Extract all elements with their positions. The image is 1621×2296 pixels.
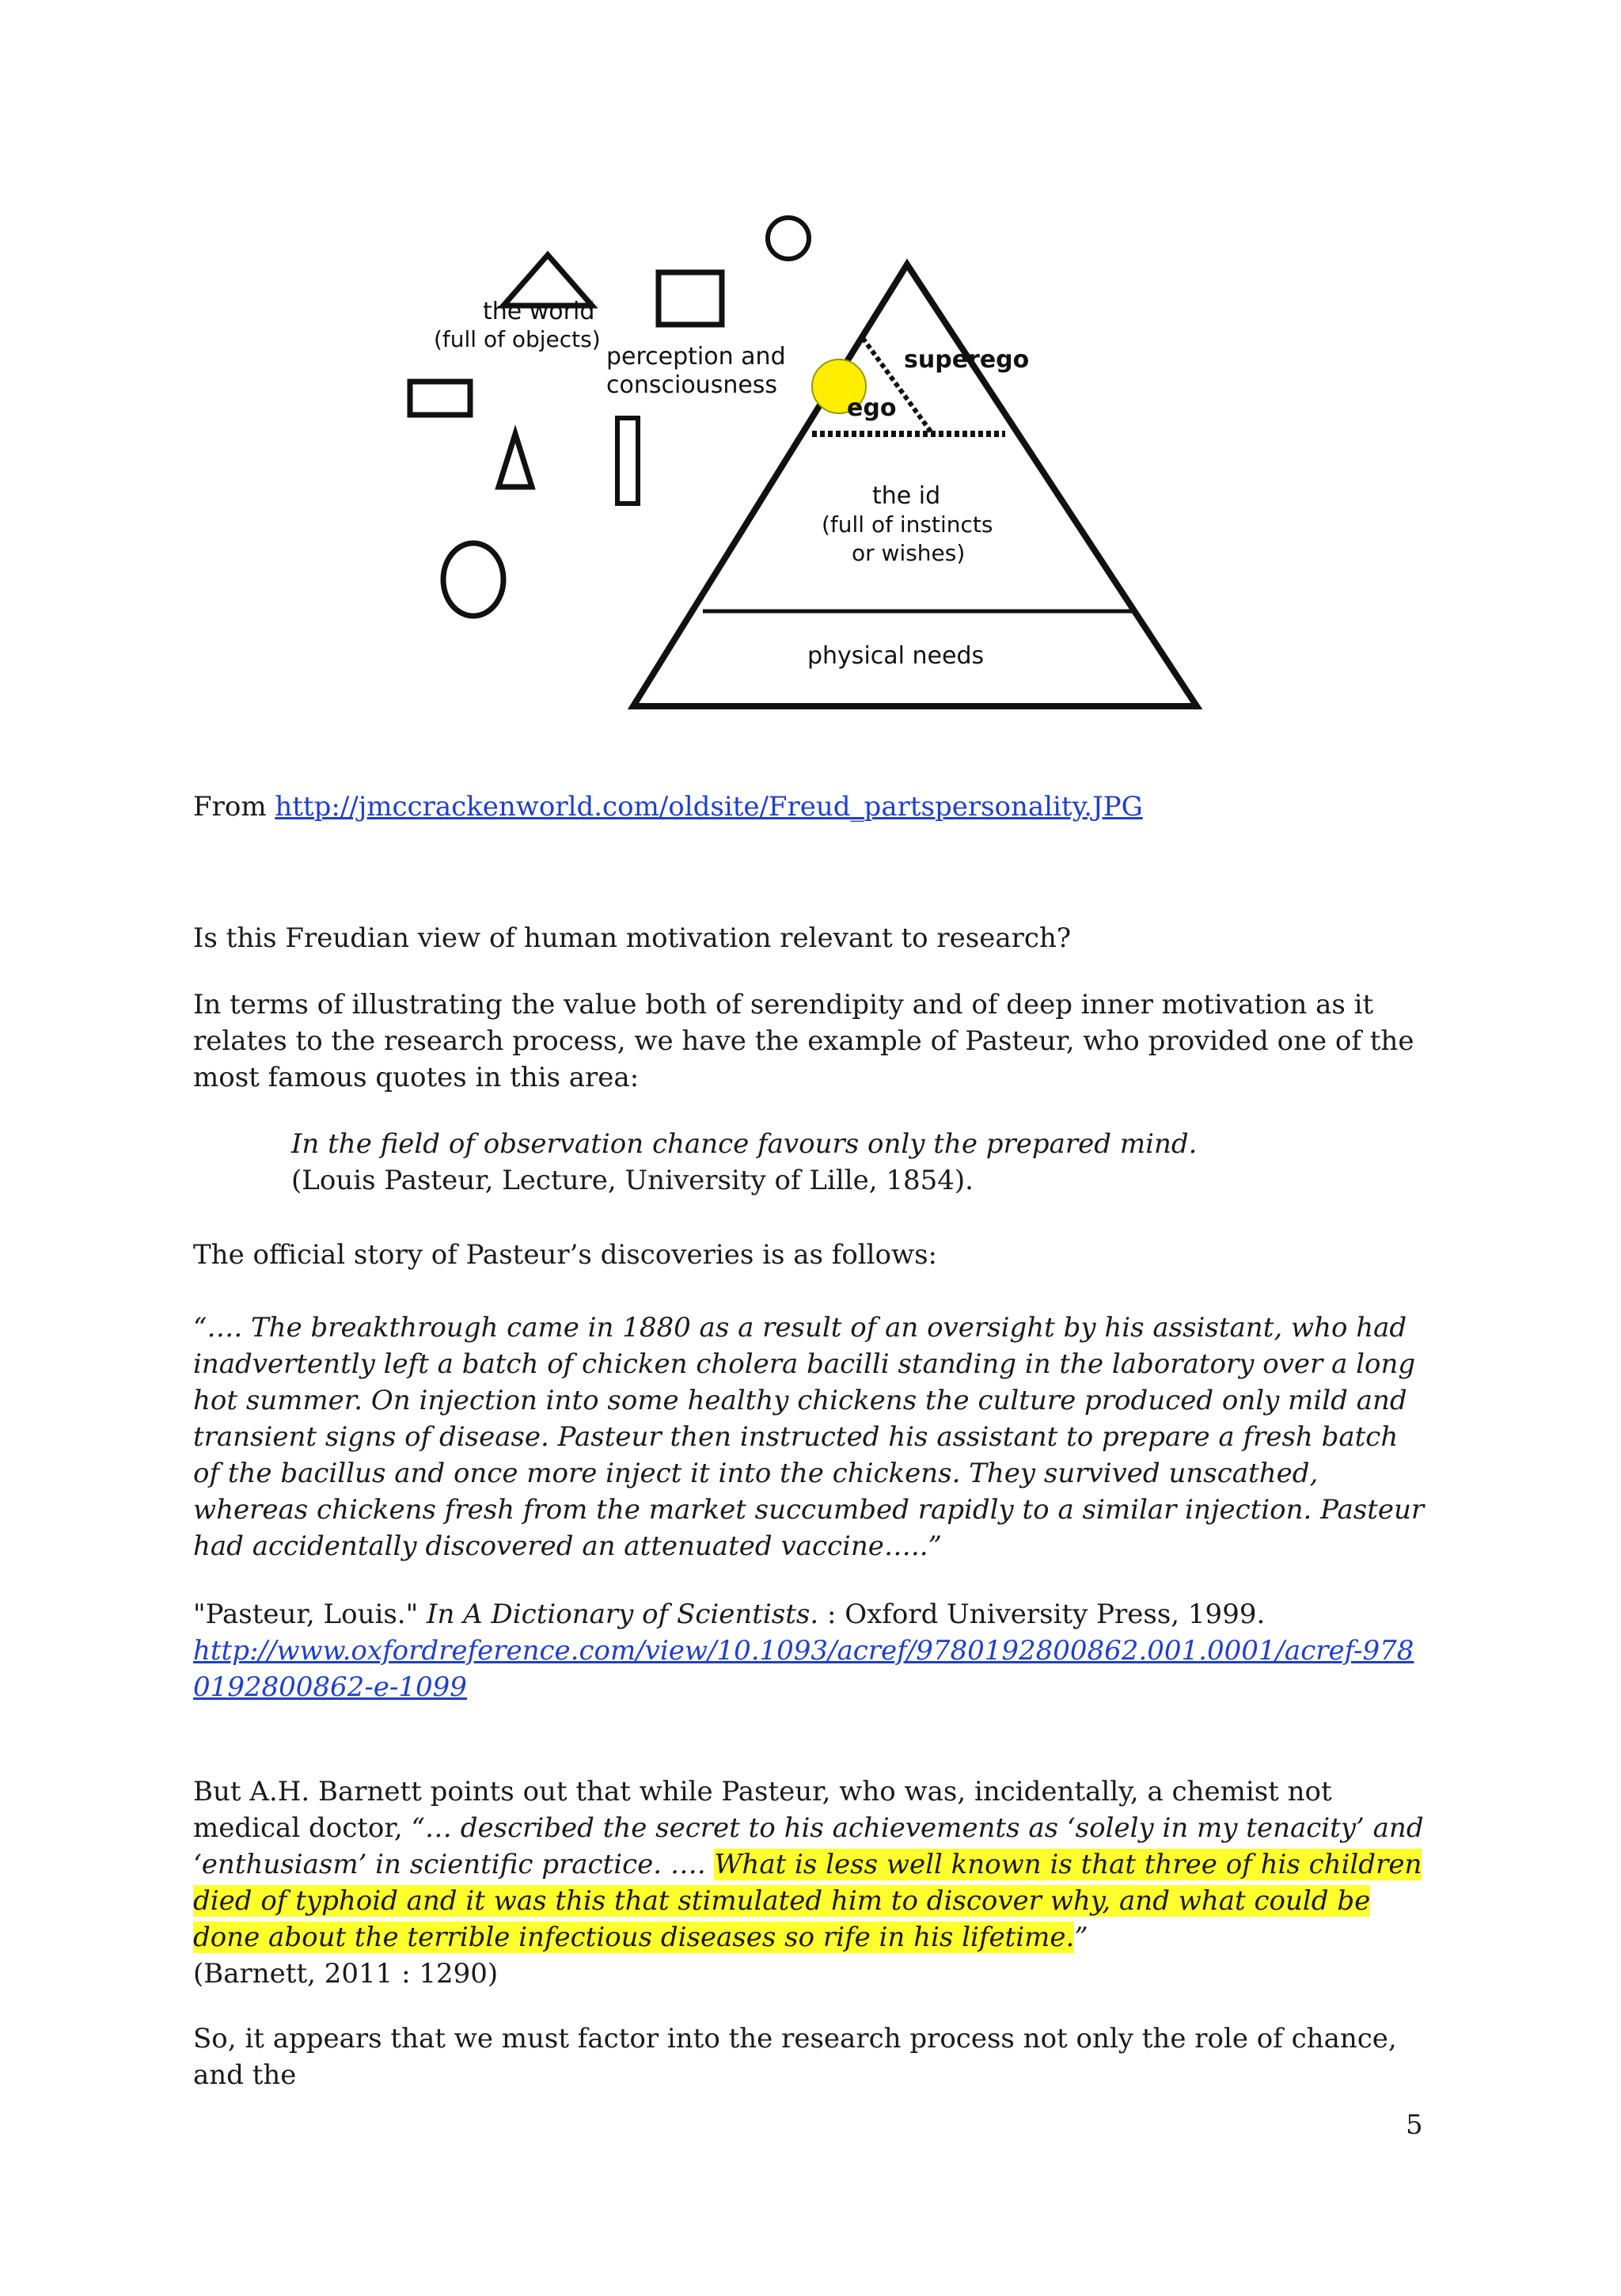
label-id-sub1: (full of instincts (822, 511, 993, 538)
label-id: the id (872, 482, 941, 510)
intro-paragraph: In terms of illustrating the value both of serendipity and of deep inner motivation as it relates to the research process, we have the example of Pasteur, who provided one of the most famous quotes in this area: (193, 989, 1414, 1093)
barnett-plain: But A.H. Barnett points out that while Pasteur, who was, incidentally, a chemist not medical doctor, (193, 1776, 1332, 1844)
question-paragraph: Is this Freudian view of human motivation relevant to research? (193, 922, 1072, 954)
label-perception: perception and (606, 343, 786, 371)
circle-shape (768, 218, 809, 259)
label-world: the world (483, 298, 595, 325)
tall-rectangle-shape (617, 418, 638, 504)
label-world-sub: (full of objects) (434, 326, 601, 352)
label-physical-needs: physical needs (807, 642, 985, 670)
square-shape (659, 272, 722, 325)
source-prefix: From (193, 791, 275, 823)
quote-text: In the field of observation chance favours only the prepared mind. (291, 1128, 1198, 1160)
rectangle-shape (410, 382, 470, 415)
label-consciousness: consciousness (606, 371, 778, 399)
reference-title: "Pasteur, Louis." (193, 1598, 427, 1630)
reference-link[interactable]: http://www.oxfordreference.com/view/10.1093/acref/9780192800862.001.0001/acref-9780192800862-e-1099 (193, 1635, 1414, 1703)
barnett-highlight: What is less well known is that three of his children died of typhoid and it was this that stimulated him to discover why, and what could be done about the terrible infectious diseases so rife in his lifetime. (193, 1849, 1422, 1953)
barnett-italic: “… described the secret to his achievements as ‘solely in my tenacity’ and ‘enthusiasm’ in scientific practice. …. (193, 1812, 1424, 1880)
official-story-intro: The official story of Pasteur’s discoveries is as follows: (193, 1239, 938, 1271)
barnett-closing: ” (1074, 1922, 1088, 1953)
source-link[interactable]: http://jmccrackenworld.com/oldsite/Freud_partspersonality.JPG (275, 791, 1143, 823)
diagram-source (193, 789, 1428, 825)
reference-book: In A Dictionary of Scientists. (427, 1598, 819, 1630)
oval-shape (443, 543, 503, 616)
label-superego: superego (904, 346, 1030, 374)
long-quote: “…. The breakthrough came in 1880 as a result of an oversight by his assistant, who had inadvertently left a batch of chicken cholera bacilli standing in the laboratory over a long hot summer. On injection into some healthy chickens the culture produced only mild and transient signs of disease. Pasteur then instructed his assistant to prepare a fresh batch of the bacillus and once more inject it into the chickens. They survived unscathed, whereas chickens fresh from the market succumbed rapidly to a similar injection. Pasteur had accidentally discovered an attenuated vaccine…..” (193, 1312, 1425, 1562)
dictionary-reference (193, 1596, 1428, 1705)
barnett-paragraph (193, 1773, 1428, 1992)
quote-citation: (Louis Pasteur, Lecture, University of Lille, 1854). (291, 1165, 974, 1196)
final-paragraph: So, it appears that we must factor into the research process not only the role of chance, and the (193, 2023, 1397, 2091)
label-ego: ego (847, 394, 897, 422)
freud-personality-diagram (372, 198, 1227, 736)
pasteur-quote (291, 1126, 1415, 1199)
page-number: 5 (1406, 2109, 1423, 2141)
reference-publisher: : Oxford University Press, 1999. (818, 1598, 1266, 1630)
barnett-citation: (Barnett, 2011 : 1290) (193, 1958, 499, 1990)
small-triangle-shape (499, 434, 532, 487)
label-id-sub2: or wishes) (852, 540, 966, 566)
